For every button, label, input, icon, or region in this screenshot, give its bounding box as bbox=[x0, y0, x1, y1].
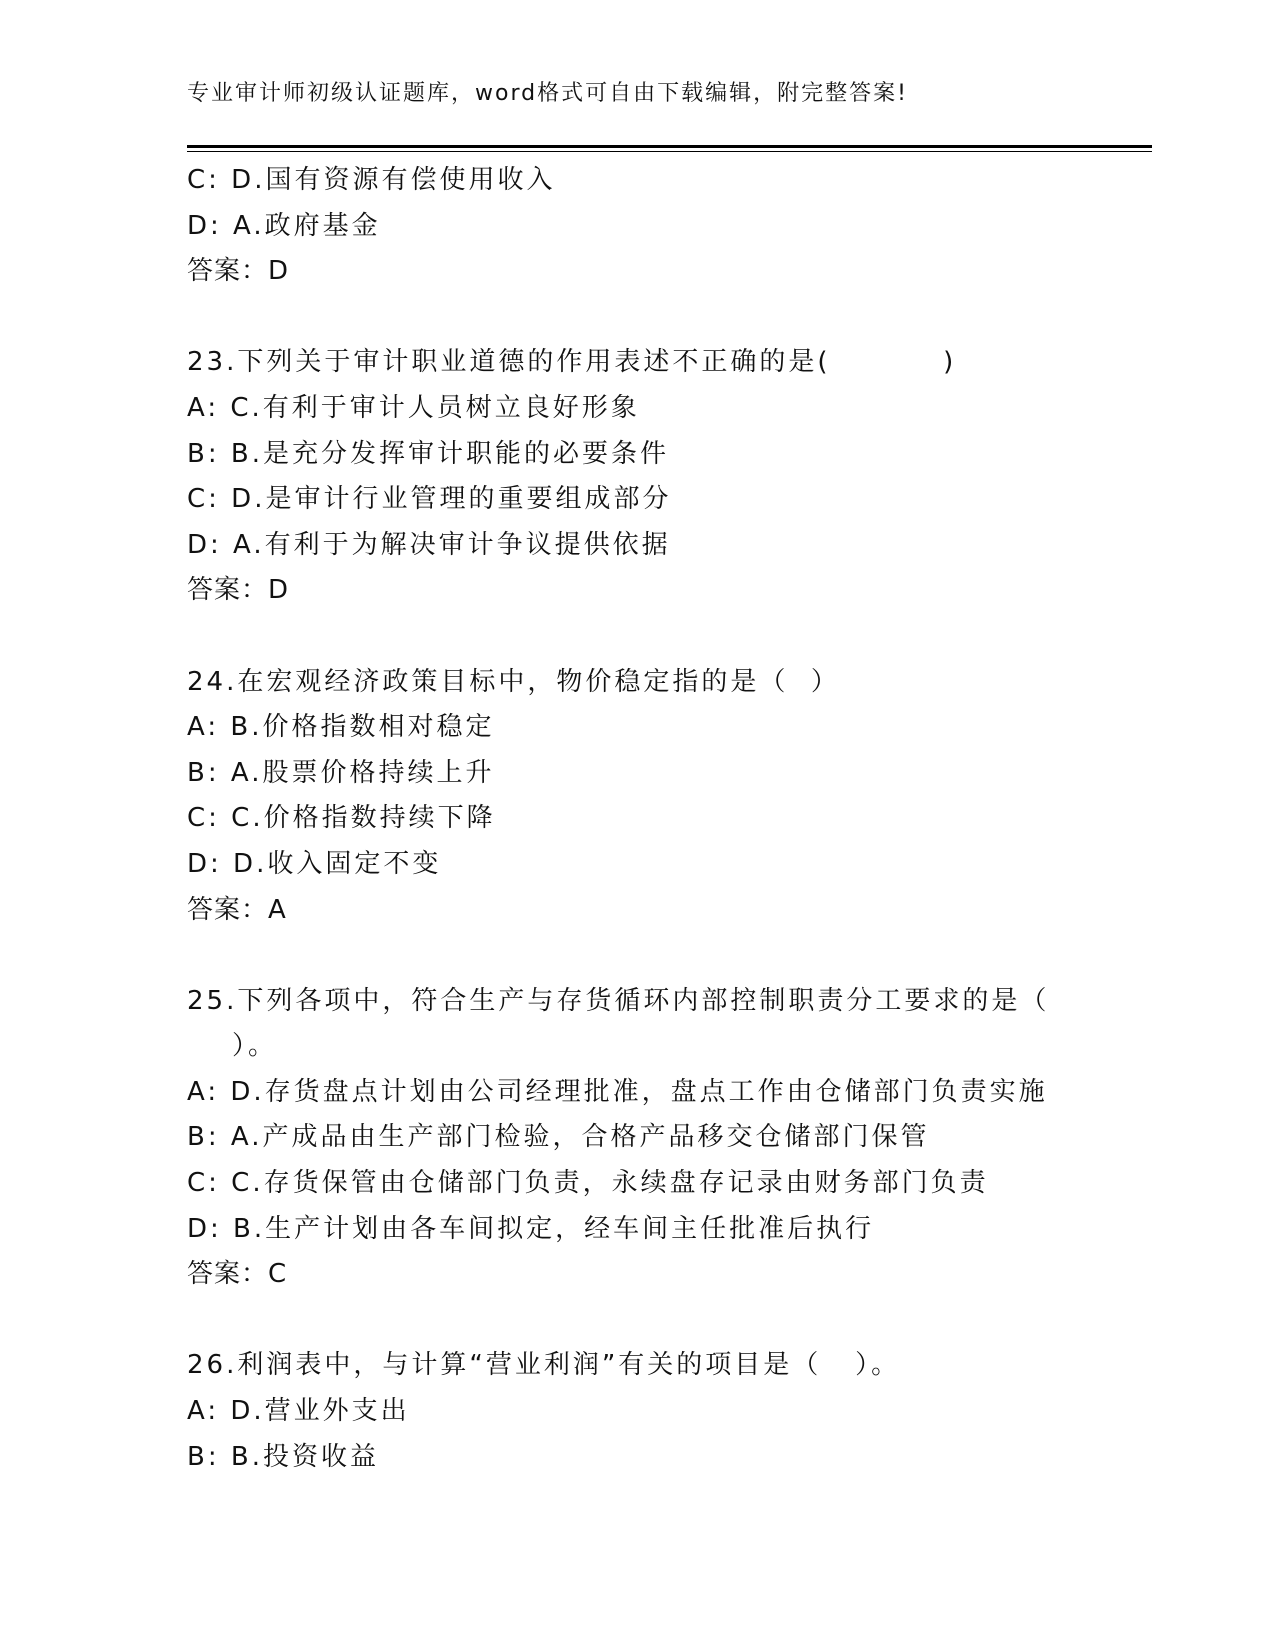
option-line: C: C.价格指数持续下降 bbox=[187, 803, 496, 834]
option-line: A: D.存货盘点计划由公司经理批准，盘点工作由仓储部门负责实施 bbox=[187, 1076, 1048, 1107]
blank-line bbox=[187, 933, 1107, 979]
option-line: D: A.有利于为解决审计争议提供依据 bbox=[187, 529, 671, 560]
option-line: C: C.存货保管由仓储部门负责，永续盘存记录由财务部门负责 bbox=[187, 1168, 989, 1199]
option-line: B: A.股票价格持续上升 bbox=[187, 757, 495, 788]
option-line: A: D.营业外支出 bbox=[187, 1396, 410, 1427]
option-line: B: B.投资收益 bbox=[187, 1441, 379, 1472]
option-line: A: C.有利于审计人员树立良好形象 bbox=[187, 392, 640, 423]
page-header: 专业审计师初级认证题库，word格式可自由下载编辑，附完整答案! bbox=[187, 81, 908, 106]
option-line: A: B.价格指数相对稳定 bbox=[187, 712, 495, 743]
option-line: C: D.国有资源有偿使用收入 bbox=[187, 165, 556, 195]
question-stem: 26.利润表中，与计算“营业利润”有关的项目是（ ）。 bbox=[187, 1350, 901, 1381]
header-rule-thick bbox=[187, 145, 1152, 148]
question-stem: 23.下列关于审计职业道德的作用表述不正确的是( ) bbox=[187, 347, 957, 378]
answer-line: 答案：C bbox=[187, 1259, 288, 1290]
question-stem: 25.下列各项中，符合生产与存货循环内部控制职责分工要求的是（ bbox=[187, 985, 1050, 1016]
blank-line bbox=[187, 614, 1107, 660]
option-line: D: D.收入固定不变 bbox=[187, 848, 442, 879]
answer-line: 答案：D bbox=[187, 256, 290, 287]
answer-line: 答案：D bbox=[187, 575, 290, 606]
option-line: C: D.是审计行业管理的重要组成部分 bbox=[187, 484, 672, 515]
option-line: B: B.是充分发挥审计职能的必要条件 bbox=[187, 438, 669, 469]
blank-line bbox=[187, 1298, 1107, 1344]
question-stem-continuation: ）。 bbox=[187, 1031, 278, 1062]
option-line: B: A.产成品由生产部门检验，合格产品移交仓储部门保管 bbox=[187, 1122, 930, 1153]
answer-line: 答案：A bbox=[187, 894, 287, 925]
header-rule-thin bbox=[187, 151, 1152, 152]
option-line: D: A.政府基金 bbox=[187, 210, 381, 241]
question-stem: 24.在宏观经济政策目标中，物价稳定指的是（ ） bbox=[187, 666, 840, 697]
blank-line bbox=[187, 295, 1107, 341]
question-content bbox=[187, 158, 1107, 1480]
option-line: D: B.生产计划由各车间拟定，经车间主任批准后执行 bbox=[187, 1213, 875, 1244]
